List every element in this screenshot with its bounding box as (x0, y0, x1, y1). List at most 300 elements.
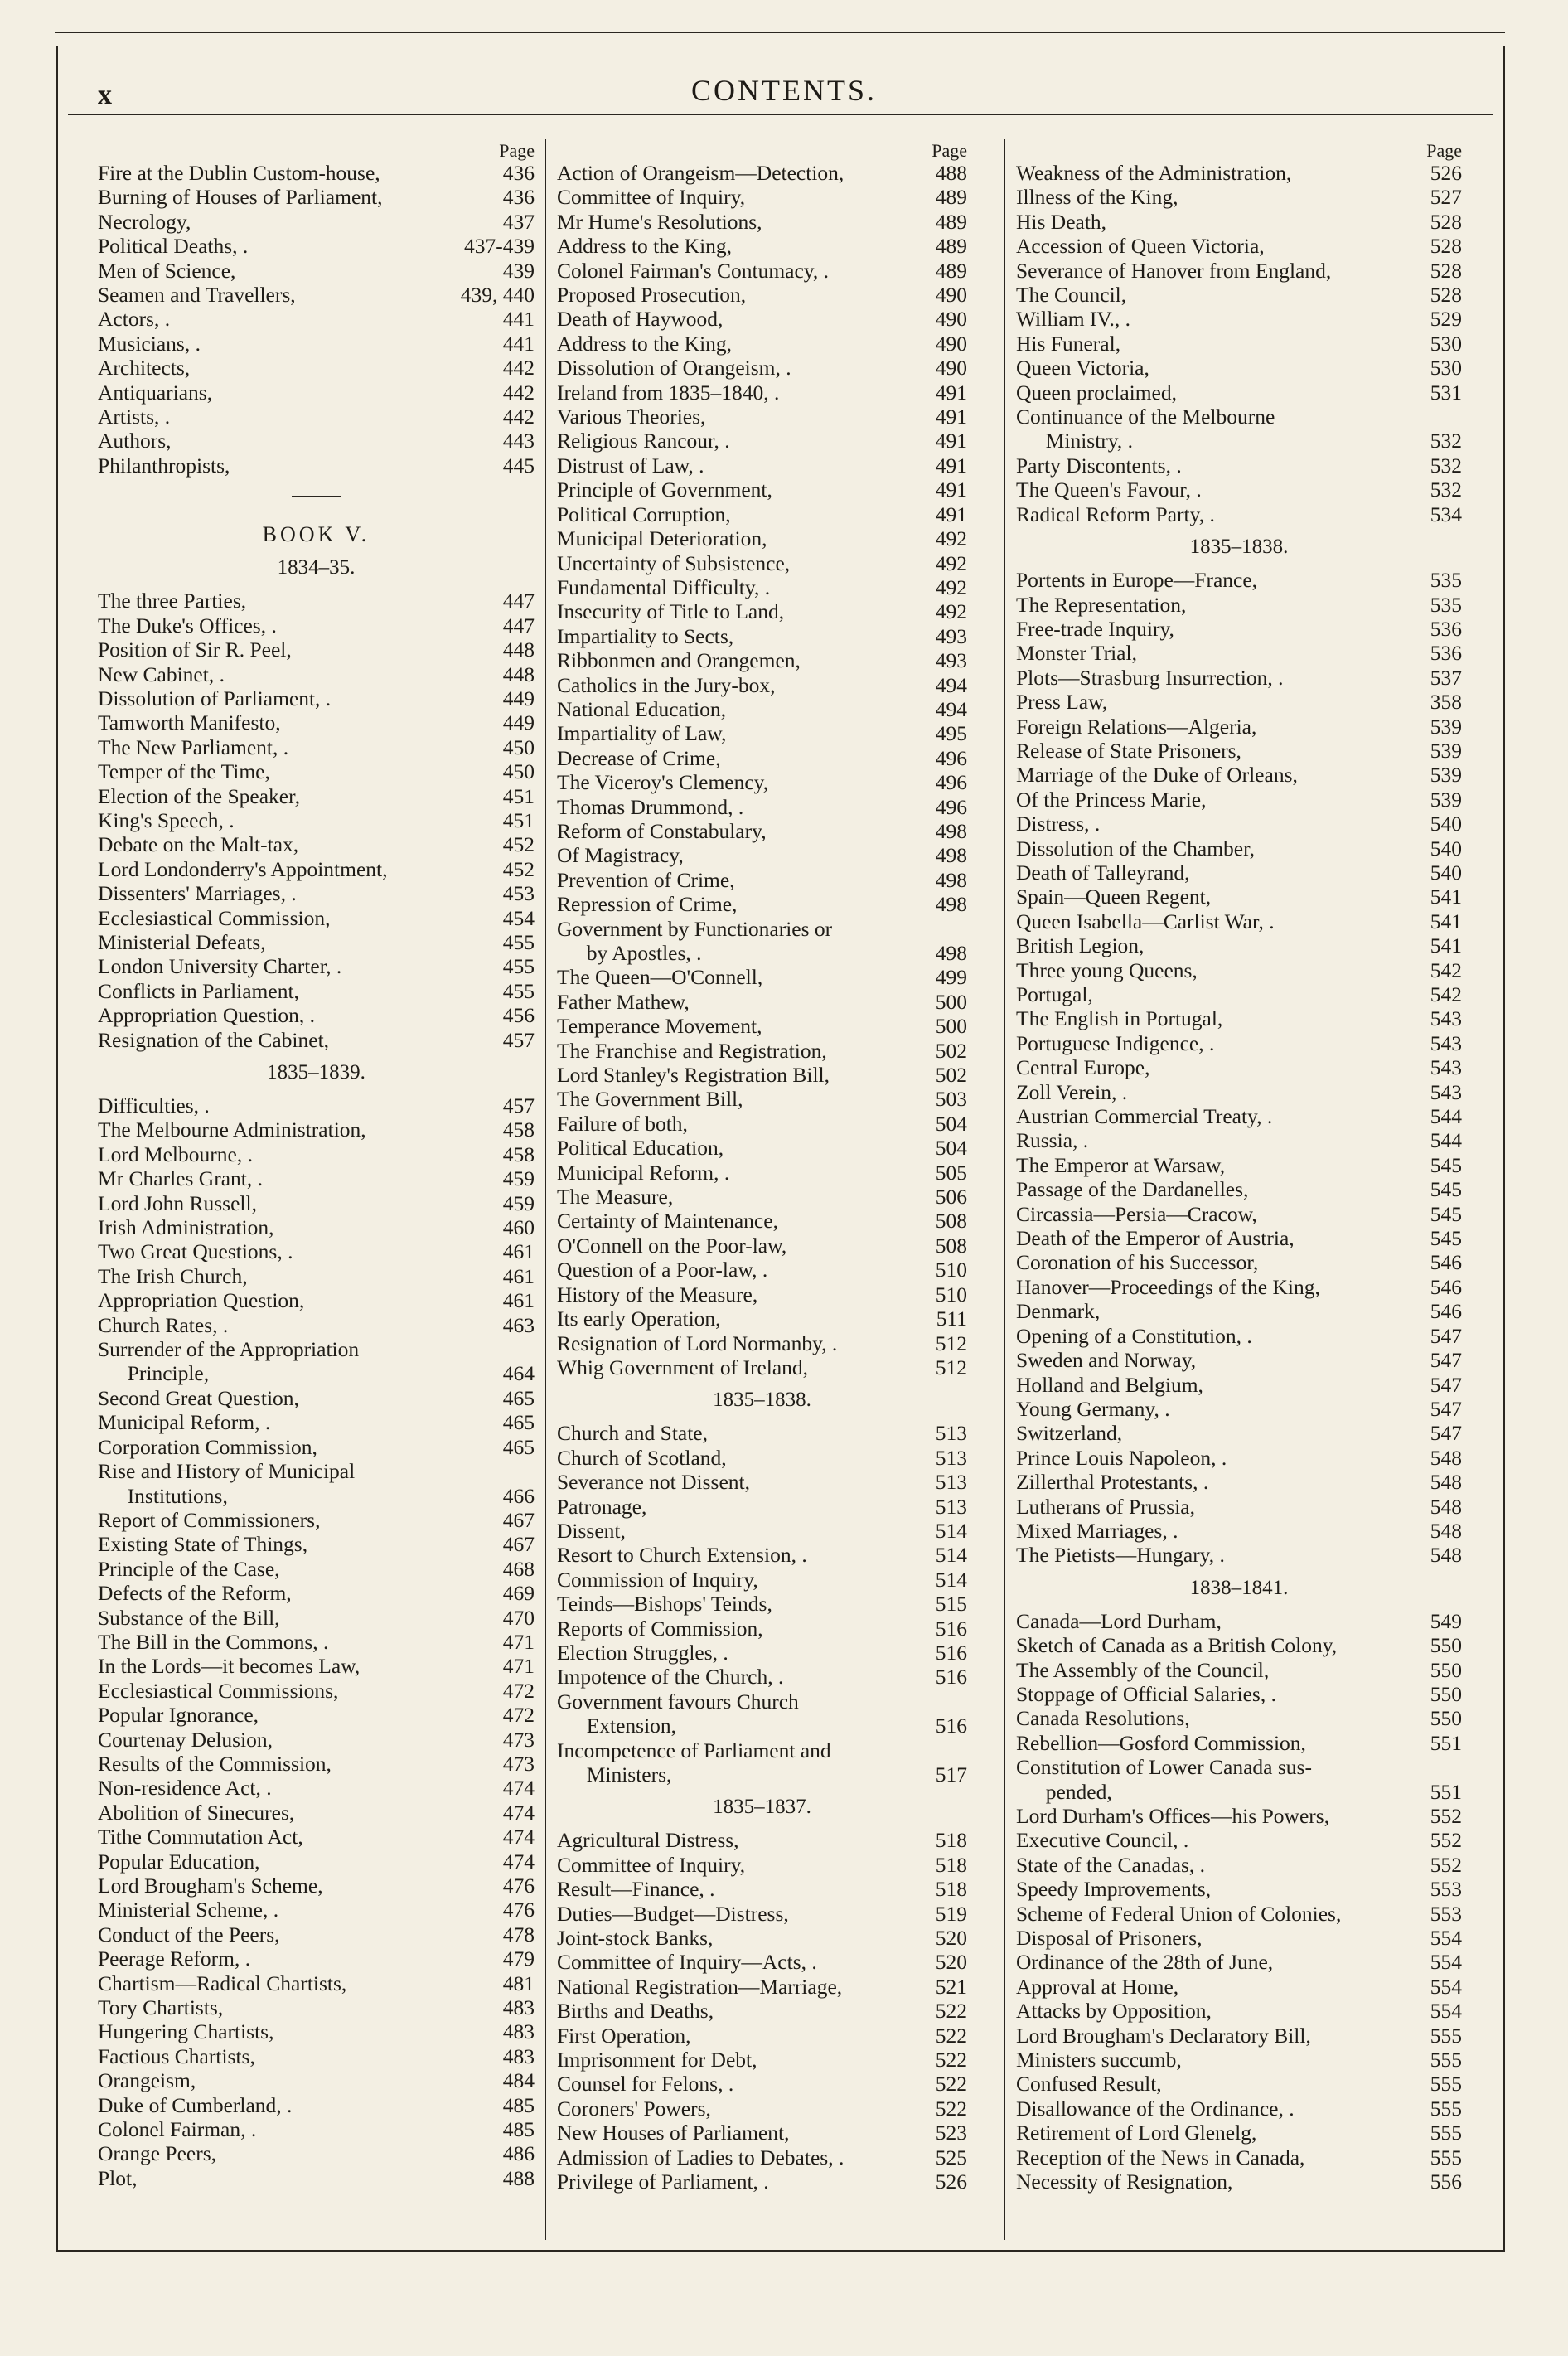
contents-entry (557, 1282, 967, 1306)
entry-title: Ministers succumb, (1016, 2048, 1182, 2072)
contents-entry (98, 1995, 535, 2019)
contents-entry-list (1016, 568, 1462, 1568)
entry-page-number: 552 (1430, 1828, 1462, 1853)
entry-title: Privilege of Parliament, . (557, 2169, 769, 2194)
entry-page-number: 523 (935, 2121, 967, 2145)
entry-title: Party Discontents, . (1016, 453, 1182, 478)
contents-entry (98, 2093, 535, 2117)
entry-page-number: 499 (935, 965, 967, 990)
entry-page-number: 534 (1430, 502, 1462, 526)
entry-title: Ministers, (586, 1762, 672, 1786)
contents-entry (1016, 1104, 1462, 1128)
entry-title: Queen Victoria, (1016, 356, 1149, 381)
contents-entry (1016, 1153, 1462, 1177)
entry-page-number: 514 (935, 1543, 967, 1568)
entry-page-number: 469 (502, 1581, 535, 1606)
contents-entry (98, 1703, 535, 1727)
entry-page-number: 472 (502, 1678, 535, 1703)
entry-title: Admission of Ladies to Debates, . (557, 2145, 844, 2169)
entry-title: Church of Scotland, (557, 1445, 727, 1470)
contents-entry (557, 599, 967, 623)
entry-page-number: 515 (935, 1592, 967, 1617)
column-divider (545, 139, 546, 2240)
entry-title: His Death, (1016, 209, 1107, 234)
contents-column-2 (557, 139, 967, 2194)
contents-entry (98, 185, 535, 209)
entry-title: In the Lords—it becomes Law, (98, 1654, 361, 1679)
entry-page-number: 458 (502, 1142, 535, 1166)
contents-entry (1016, 1080, 1462, 1104)
contents-entry-list (98, 161, 535, 478)
contents-entry (557, 819, 967, 843)
contents-entry (1016, 1828, 1462, 1852)
entry-page-number: 537 (1430, 665, 1462, 690)
entry-title: Resignation of the Cabinet, (98, 1027, 330, 1052)
contents-entry (98, 1484, 535, 1508)
entry-page-number: 553 (1430, 1877, 1462, 1902)
contents-entry (98, 332, 535, 356)
entry-page-number: 494 (935, 672, 967, 697)
contents-entry (98, 1508, 535, 1532)
entry-page-number: 500 (935, 989, 967, 1014)
entry-title: Circassia—Persia—Cracow, (1016, 1201, 1257, 1226)
entry-title: The Duke's Offices, . (98, 613, 277, 637)
contents-entry (557, 624, 967, 648)
entry-page-number: 550 (1430, 1706, 1462, 1731)
contents-entry (1016, 885, 1462, 909)
entry-page-number: 546 (1430, 1299, 1462, 1324)
entry-page-number: 437 (502, 209, 535, 234)
page-column-label: Page (499, 140, 535, 161)
contents-entry (1016, 666, 1462, 690)
contents-entry (98, 808, 535, 832)
contents-entry (557, 429, 967, 453)
entry-title: Attacks by Opposition, (1016, 1999, 1212, 2024)
contents-entry (98, 1874, 535, 1898)
entry-page-number: 442 (502, 405, 535, 429)
entry-page-number: 514 (935, 1518, 967, 1543)
contents-entry (98, 930, 535, 954)
entry-page-number: 489 (935, 234, 967, 259)
entry-title: Church and State, (557, 1421, 708, 1446)
entry-page-number: 503 (935, 1087, 967, 1112)
contents-entry (1016, 1633, 1462, 1657)
entry-page-number: 483 (502, 2043, 535, 2068)
entry-title: Principle of the Case, (98, 1556, 280, 1581)
contents-entry (98, 979, 535, 1003)
entry-page-number: 516 (935, 1640, 967, 1665)
entry-title: Ministerial Scheme, . (98, 1898, 279, 1922)
entry-title: Reception of the News in Canada, (1016, 2145, 1305, 2169)
entry-title: Retirement of Lord Glenelg, (1016, 2121, 1257, 2145)
entry-page-number: 517 (935, 1762, 967, 1786)
entry-title: National Registration—Marriage, (557, 1974, 843, 1999)
contents-entry (98, 1971, 535, 1995)
contents-entry (1016, 958, 1462, 982)
contents-entry (557, 1136, 967, 1160)
entry-page-number: 490 (935, 283, 967, 308)
entry-title: Fire at the Dublin Custom-house, (98, 161, 380, 185)
entry-page-number: 525 (935, 2145, 967, 2169)
entry-title: The English in Portugal, (1016, 1006, 1223, 1031)
entry-title: Zoll Verein, . (1016, 1079, 1128, 1104)
contents-entry (98, 2068, 535, 2092)
entry-title: Thomas Drummond, . (557, 794, 744, 819)
entry-title: Chartism—Radical Chartists, (98, 1971, 347, 1995)
contents-entry (98, 2166, 535, 2190)
entry-title: Joint-stock Banks, (557, 1926, 714, 1951)
entry-page-number: 498 (935, 867, 967, 892)
entry-page-number: 549 (1430, 1608, 1462, 1633)
contents-entry (557, 770, 967, 794)
entry-title: Impotence of the Church, . (557, 1665, 784, 1689)
entry-title: Death of Talleyrand, (1016, 860, 1190, 885)
contents-entry (1016, 836, 1462, 860)
entry-title: Impartiality of Law, (557, 721, 727, 746)
entry-title: Dissenters' Marriages, . (98, 881, 297, 906)
contents-entry (557, 917, 967, 941)
entry-title: Free-trade Inquiry, (1016, 616, 1174, 641)
entry-title: The Measure, (557, 1185, 674, 1210)
entry-page-number: 474 (502, 1800, 535, 1825)
contents-entry (98, 1776, 535, 1800)
entry-page-number: 542 (1430, 982, 1462, 1006)
entry-title: pended, (1045, 1779, 1112, 1804)
contents-entry (98, 1313, 535, 1337)
contents-entry (98, 2019, 535, 2043)
entry-page-number: 526 (935, 2169, 967, 2194)
entry-title: by Apostles, . (586, 941, 702, 965)
contents-entry (557, 1519, 967, 1543)
entry-title: Men of Science, (98, 258, 236, 283)
contents-entry (1016, 641, 1462, 665)
contents-entry (98, 1849, 535, 1874)
contents-entry (1016, 1706, 1462, 1730)
entry-title: Necessity of Resignation, (1016, 2169, 1233, 2194)
entry-title: New Cabinet, . (98, 662, 225, 686)
contents-entry (98, 1898, 535, 1922)
entry-page-number: 436 (502, 161, 535, 185)
entry-title: Radical Reform Party, . (1016, 502, 1215, 526)
contents-entry (98, 307, 535, 331)
contents-entry (98, 1410, 535, 1434)
contents-entry (1016, 1877, 1462, 1901)
entry-page-number: 555 (1430, 2023, 1462, 2048)
contents-entry (1016, 933, 1462, 957)
entry-page-number: 471 (502, 1629, 535, 1654)
contents-entry (1016, 332, 1462, 356)
entry-title: Institutions, (127, 1483, 228, 1508)
contents-entry (557, 502, 967, 526)
entry-title: Prince Louis Napoleon, . (1016, 1445, 1227, 1470)
entry-page-number: 505 (935, 1160, 967, 1185)
entry-title: Authors, (98, 429, 172, 453)
entry-title: Temper of the Time, (98, 759, 270, 784)
entry-title: The Assembly of the Council, (1016, 1657, 1270, 1682)
contents-entry (98, 1117, 535, 1142)
contents-entry (557, 1592, 967, 1616)
entry-page-number: 555 (1430, 2096, 1462, 2121)
entry-title: Canada—Lord Durham, (1016, 1608, 1222, 1633)
contents-entry (557, 1014, 967, 1038)
entry-title: Mr Charles Grant, . (98, 1166, 263, 1191)
entry-title: Russia, . (1016, 1128, 1089, 1153)
entry-page-number: 527 (1430, 185, 1462, 210)
contents-entry (557, 1306, 967, 1331)
entry-page-number: 548 (1430, 1518, 1462, 1543)
contents-entry (557, 405, 967, 429)
contents-entry (1016, 1446, 1462, 1470)
entry-title: Abolition of Sinecures, (98, 1800, 295, 1825)
entry-page-number: 496 (935, 745, 967, 770)
entry-title: Repression of Crime, (557, 892, 738, 917)
entry-title: Two Great Questions, . (98, 1239, 293, 1264)
contents-entry (1016, 1755, 1462, 1779)
entry-page-number: 485 (502, 2092, 535, 2117)
entry-title: The Government Bill, (557, 1087, 743, 1112)
contents-entry (1016, 478, 1462, 502)
contents-entry (98, 857, 535, 881)
entry-title: History of the Measure, (557, 1282, 758, 1306)
contents-entry (1016, 1031, 1462, 1055)
entry-title: Press Law, (1016, 690, 1108, 715)
entry-page-number: 455 (502, 978, 535, 1003)
entry-page-number: 489 (935, 185, 967, 210)
entry-page-number: 521 (935, 1974, 967, 1999)
entry-page-number: 492 (935, 574, 967, 599)
entry-page-number: 461 (502, 1288, 535, 1313)
entry-page-number: 518 (935, 1828, 967, 1853)
contents-entry (1016, 1926, 1462, 1950)
entry-page-number: 522 (935, 2048, 967, 2072)
entry-title: Certainty of Maintenance, (557, 1209, 778, 1234)
entry-title: Musicians, . (98, 331, 201, 356)
entry-title: The Pietists—Hungary, . (1016, 1543, 1225, 1568)
entry-title: The Representation, (1016, 592, 1187, 617)
contents-column-3 (1016, 139, 1462, 2194)
contents-entry (98, 1679, 535, 1703)
contents-entry (557, 2024, 967, 2048)
entry-title: The three Parties, (98, 589, 247, 613)
contents-entry (1016, 1006, 1462, 1030)
entry-title: Municipal Reform, . (557, 1160, 730, 1185)
entry-page-number: 540 (1430, 836, 1462, 860)
contents-entry (98, 1028, 535, 1052)
contents-entry (98, 589, 535, 613)
contents-entry (557, 843, 967, 867)
entry-page-number: 483 (502, 1995, 535, 2020)
contents-entry (557, 1234, 967, 1258)
entry-page-number: 488 (935, 161, 967, 185)
contents-entry (1016, 453, 1462, 478)
entry-page-number: 539 (1430, 787, 1462, 812)
entry-page-number: 520 (935, 1950, 967, 1975)
entry-page-number: 448 (502, 637, 535, 662)
entry-page-number: 528 (1430, 258, 1462, 283)
contents-entry (557, 1902, 967, 1926)
entry-title: Committee of Inquiry, (557, 185, 746, 210)
entry-page-number: 491 (935, 502, 967, 526)
contents-entry (1016, 307, 1462, 331)
contents-entry (557, 575, 967, 599)
contents-entry (1016, 812, 1462, 836)
entry-page-number: 474 (502, 1776, 535, 1801)
entry-page-number: 463 (502, 1312, 535, 1337)
contents-entry (98, 735, 535, 759)
entry-page-number: 455 (502, 929, 535, 954)
entry-page-number: 442 (502, 380, 535, 405)
contents-entry (98, 1459, 535, 1483)
entry-page-number: 498 (935, 941, 967, 965)
entry-title: Uncertainty of Subsistence, (557, 550, 791, 575)
contents-entry (1016, 1275, 1462, 1299)
entry-title: Appropriation Question, (98, 1288, 305, 1313)
entry-title: Portugal, (1016, 982, 1093, 1006)
contents-entry-list (557, 161, 967, 1379)
entry-page-number: 535 (1430, 568, 1462, 593)
top-rule (55, 32, 1505, 33)
entry-title: Lord Durham's Offices—his Powers, (1016, 1804, 1330, 1828)
entry-page-number: 522 (935, 2023, 967, 2048)
entry-page-number: 478 (502, 1922, 535, 1946)
entry-title: Reports of Commission, (557, 1616, 763, 1641)
contents-entry (557, 1355, 967, 1379)
entry-page-number: 447 (502, 589, 535, 613)
entry-title: Austrian Commercial Treaty, . (1016, 1104, 1273, 1129)
contents-entry (1016, 982, 1462, 1006)
contents-entry (557, 1161, 967, 1185)
entry-page-number: 541 (1430, 909, 1462, 933)
entry-title: Release of State Prisoners, (1016, 738, 1241, 763)
contents-entry (557, 2097, 967, 2121)
contents-entry-list (557, 1828, 967, 2194)
entry-title: Incompetence of Parliament and (557, 1738, 831, 1762)
entry-title: Ministry, . (1045, 429, 1133, 453)
entry-title: Mixed Marriages, . (1016, 1518, 1178, 1543)
entry-page-number: 481 (502, 1971, 535, 1995)
contents-entry (1016, 568, 1462, 592)
contents-entry (98, 1801, 535, 1825)
entry-title: Imprisonment for Debt, (557, 2048, 757, 2072)
entry-page-number: 545 (1430, 1177, 1462, 1202)
entry-title: Substance of the Bill, (98, 1605, 280, 1630)
entry-page-number: 530 (1430, 331, 1462, 356)
entry-title: London University Charter, . (98, 954, 342, 979)
entry-page-number: 492 (935, 599, 967, 624)
entry-page-number: 437-439 (464, 234, 535, 259)
entry-title: Defects of the Reform, (98, 1581, 292, 1606)
entry-page-number: 516 (935, 1714, 967, 1738)
contents-entry (98, 2044, 535, 2068)
entry-title: Switzerland, (1016, 1421, 1123, 1446)
entry-title: Agricultural Distress, (557, 1828, 739, 1853)
contents-entry (98, 881, 535, 905)
entry-page-number: 554 (1430, 1974, 1462, 1999)
entry-page-number: 554 (1430, 1999, 1462, 2024)
contents-entry (557, 1689, 967, 1714)
entry-title: Father Mathew, (557, 989, 690, 1014)
entry-page-number: 519 (935, 1901, 967, 1926)
entry-page-number: 556 (1430, 2169, 1462, 2194)
contents-entry (1016, 381, 1462, 405)
entry-title: Lord Melbourne, . (98, 1142, 253, 1166)
entry-page-number: 542 (1430, 957, 1462, 982)
entry-page-number: 459 (502, 1190, 535, 1215)
contents-entry (1016, 1853, 1462, 1877)
contents-entry (557, 210, 967, 234)
contents-entry (98, 381, 535, 405)
entry-page-number: 491 (935, 405, 967, 429)
contents-entry (557, 185, 967, 209)
entry-page-number: 486 (502, 2141, 535, 2166)
entry-title: Second Great Question, (98, 1385, 299, 1410)
contents-entry (98, 283, 535, 307)
entry-title: Result—Finance, . (557, 1877, 715, 1902)
entry-title: Stoppage of Official Salaries, . (1016, 1681, 1276, 1706)
entry-page-number: 513 (935, 1470, 967, 1495)
entry-page-number: 494 (935, 696, 967, 721)
contents-entry (1016, 283, 1462, 307)
contents-entry (98, 1752, 535, 1776)
entry-page-number: 465 (502, 1410, 535, 1435)
entry-page-number: 548 (1430, 1543, 1462, 1568)
contents-entry (557, 1331, 967, 1355)
entry-title: Conflicts in Parliament, (98, 978, 299, 1003)
entry-page-number: 483 (502, 2019, 535, 2044)
entry-page-number: 540 (1430, 812, 1462, 836)
entry-page-number: 498 (935, 892, 967, 917)
entry-page-number: 436 (502, 185, 535, 210)
entry-title: Counsel for Felons, . (557, 2072, 734, 2097)
entry-title: Rebellion—Gosford Commission, (1016, 1730, 1306, 1755)
contents-entry (557, 1950, 967, 1974)
entry-title: O'Connell on the Poor-law, (557, 1233, 787, 1258)
contents-entry (98, 356, 535, 380)
entry-title: Severance of Hanover from England, (1016, 258, 1332, 283)
entry-title: Approval at Home, (1016, 1974, 1179, 1999)
entry-page-number: 532 (1430, 429, 1462, 453)
contents-entry (98, 613, 535, 637)
contents-entry (1016, 1397, 1462, 1421)
entry-page-number: 531 (1430, 380, 1462, 405)
entry-title: Proposed Prosecution, (557, 283, 747, 308)
contents-entry (1016, 1609, 1462, 1633)
entry-title: Municipal Reform, . (98, 1410, 271, 1435)
entry-page-number: 547 (1430, 1396, 1462, 1421)
entry-title: Teinds—Bishops' Teinds, (557, 1592, 772, 1617)
entry-page-number: 518 (935, 1852, 967, 1877)
contents-entry (557, 259, 967, 283)
entry-title: The Queen—O'Connell, (557, 965, 763, 990)
contents-entry (98, 784, 535, 808)
entry-title: Illness of the King, (1016, 185, 1178, 210)
entry-title: Artists, . (98, 405, 171, 429)
contents-entry (1016, 1055, 1462, 1079)
entry-title: Corporation Commission, (98, 1434, 317, 1459)
entry-title: The Viceroy's Clemency, (557, 770, 769, 795)
entry-page-number: 491 (935, 453, 967, 478)
entry-page-number: 502 (935, 1063, 967, 1088)
contents-entry (557, 1641, 967, 1665)
entry-title: Government favours Church (557, 1689, 799, 1714)
entry-page-number: 547 (1430, 1421, 1462, 1446)
entry-title: Portuguese Indigence, . (1016, 1030, 1215, 1055)
contents-entry (1016, 1177, 1462, 1201)
entry-title: Dissolution of Orangeism, . (557, 356, 791, 381)
entry-title: The Bill in the Commons, . (98, 1629, 329, 1654)
entry-title: Opening of a Constitution, . (1016, 1323, 1252, 1348)
page-title: CONTENTS. (691, 74, 877, 107)
